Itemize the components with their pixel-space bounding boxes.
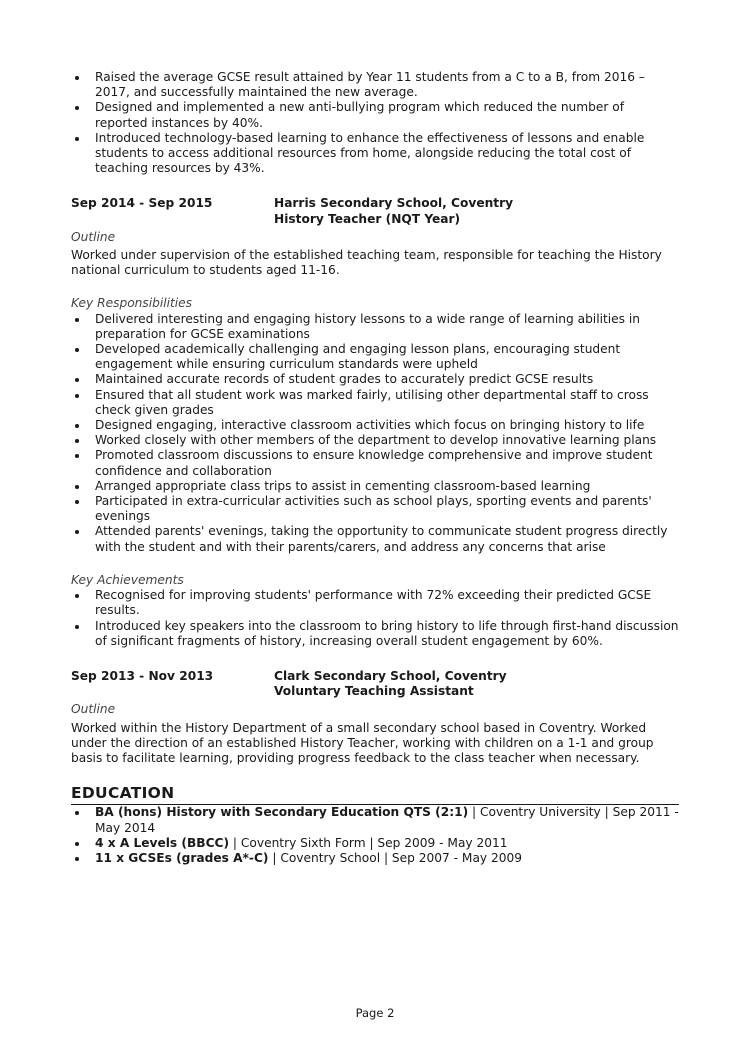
responsibilities-label: Key Responsibilities — [71, 296, 193, 311]
list-item: Participated in extra-curricular activities such as school plays, sporting events and parents' evenings — [71, 494, 679, 524]
list-item: Designed and implemented a new anti-bullying program which reduced the number of reported instances by 40%. — [71, 100, 679, 130]
job-role: Voluntary Teaching Assistant — [274, 684, 474, 699]
education-item — [71, 851, 679, 866]
list-item: Raised the average GCSE result attained by Year 11 students from a C to a B, from 2016 – 2017, and successfully maintained the new average. — [71, 70, 679, 100]
list-item: Developed academically challenging and engaging lesson plans, encouraging student engagement while ensuring curriculum standards were upheld — [71, 342, 679, 372]
outline-label: Outline — [71, 229, 116, 244]
list-item: Introduced key speakers into the classroom to bring history to life through first-hand discussion of significant fragments of history, increasing overall student engagement by 60%. — [71, 619, 679, 649]
list-item: Designed engaging, interactive classroom activities which focus on bringing history to life — [71, 418, 679, 433]
job-employer: Clark Secondary School, Coventry — [274, 668, 507, 683]
education-item — [71, 805, 679, 835]
list-item: Arranged appropriate class trips to assist in cementing classroom-based learning — [71, 479, 679, 494]
achievements-label: Key Achievements — [71, 572, 184, 587]
list-item: Introduced technology-based learning to enhance the effectiveness of lessons and enable students to access additional resources from home, alongside reducing the total cost of teaching resources by 43%. — [71, 131, 679, 177]
qualification-details: | Coventry University | Sep 2011 - May 2014 — [95, 805, 679, 835]
list-item: Delivered interesting and engaging history lessons to a wide range of learning abilities in preparation for GCSE examinations — [71, 312, 679, 342]
job-role: History Teacher (NQT Year) — [274, 211, 461, 226]
qualification: 11 x GCSEs (grades A*-C) — [95, 850, 269, 865]
job-header — [71, 196, 679, 226]
page-number: Page 2 — [355, 1006, 395, 1020]
job-dates: Sep 2013 - Nov 2013 — [71, 668, 214, 683]
qualification: 4 x A Levels (BBCC) — [95, 835, 230, 850]
qualification: BA (hons) History with Secondary Education QTS (2:1) — [95, 805, 469, 820]
education-heading: EDUCATION — [71, 786, 679, 805]
responsibilities-list — [71, 312, 679, 555]
job-employer: Harris Secondary School, Coventry — [274, 196, 514, 211]
qualification-details: | Coventry Sixth Form | Sep 2009 - May 2011 — [229, 835, 508, 850]
list-item: Promoted classroom discussions to ensure knowledge comprehensive and improve student confidence and collaboration — [71, 448, 679, 478]
qualification-details: | Coventry School | Sep 2007 - May 2009 — [268, 850, 523, 865]
list-item: Ensured that all student work was marked fairly, utilising other departmental staff to cross check given grades — [71, 388, 679, 418]
achievements-list — [71, 588, 679, 649]
list-item: Recognised for improving students' performance with 72% exceeding their predicted GCSE results. — [71, 588, 679, 618]
outline-label: Outline — [71, 702, 116, 717]
job-outline: Worked within the History Department of a small secondary school based in Coventry. Worked under the direction of an established History Teacher, working with children on a 1-1 and group basis to facilitate learning, providing progress feedback to the class teacher when necessary. — [71, 720, 654, 765]
list-item: Attended parents' evenings, taking the opportunity to communicate student progress directly with the student and with their parents/carers, and address any concerns that arise — [71, 524, 679, 554]
previous-role-achievements-list — [71, 70, 679, 176]
education-list — [71, 805, 679, 866]
list-item: Worked closely with other members of the department to develop innovative learning plans — [71, 433, 679, 448]
job-header — [71, 669, 679, 699]
job-dates: Sep 2014 - Sep 2015 — [71, 196, 213, 211]
list-item: Maintained accurate records of student grades to accurately predict GCSE results — [71, 372, 679, 387]
education-item — [71, 836, 679, 851]
job-outline: Worked under supervision of the established teaching team, responsible for teaching the History national curriculum to students aged 11-16. — [71, 248, 662, 278]
